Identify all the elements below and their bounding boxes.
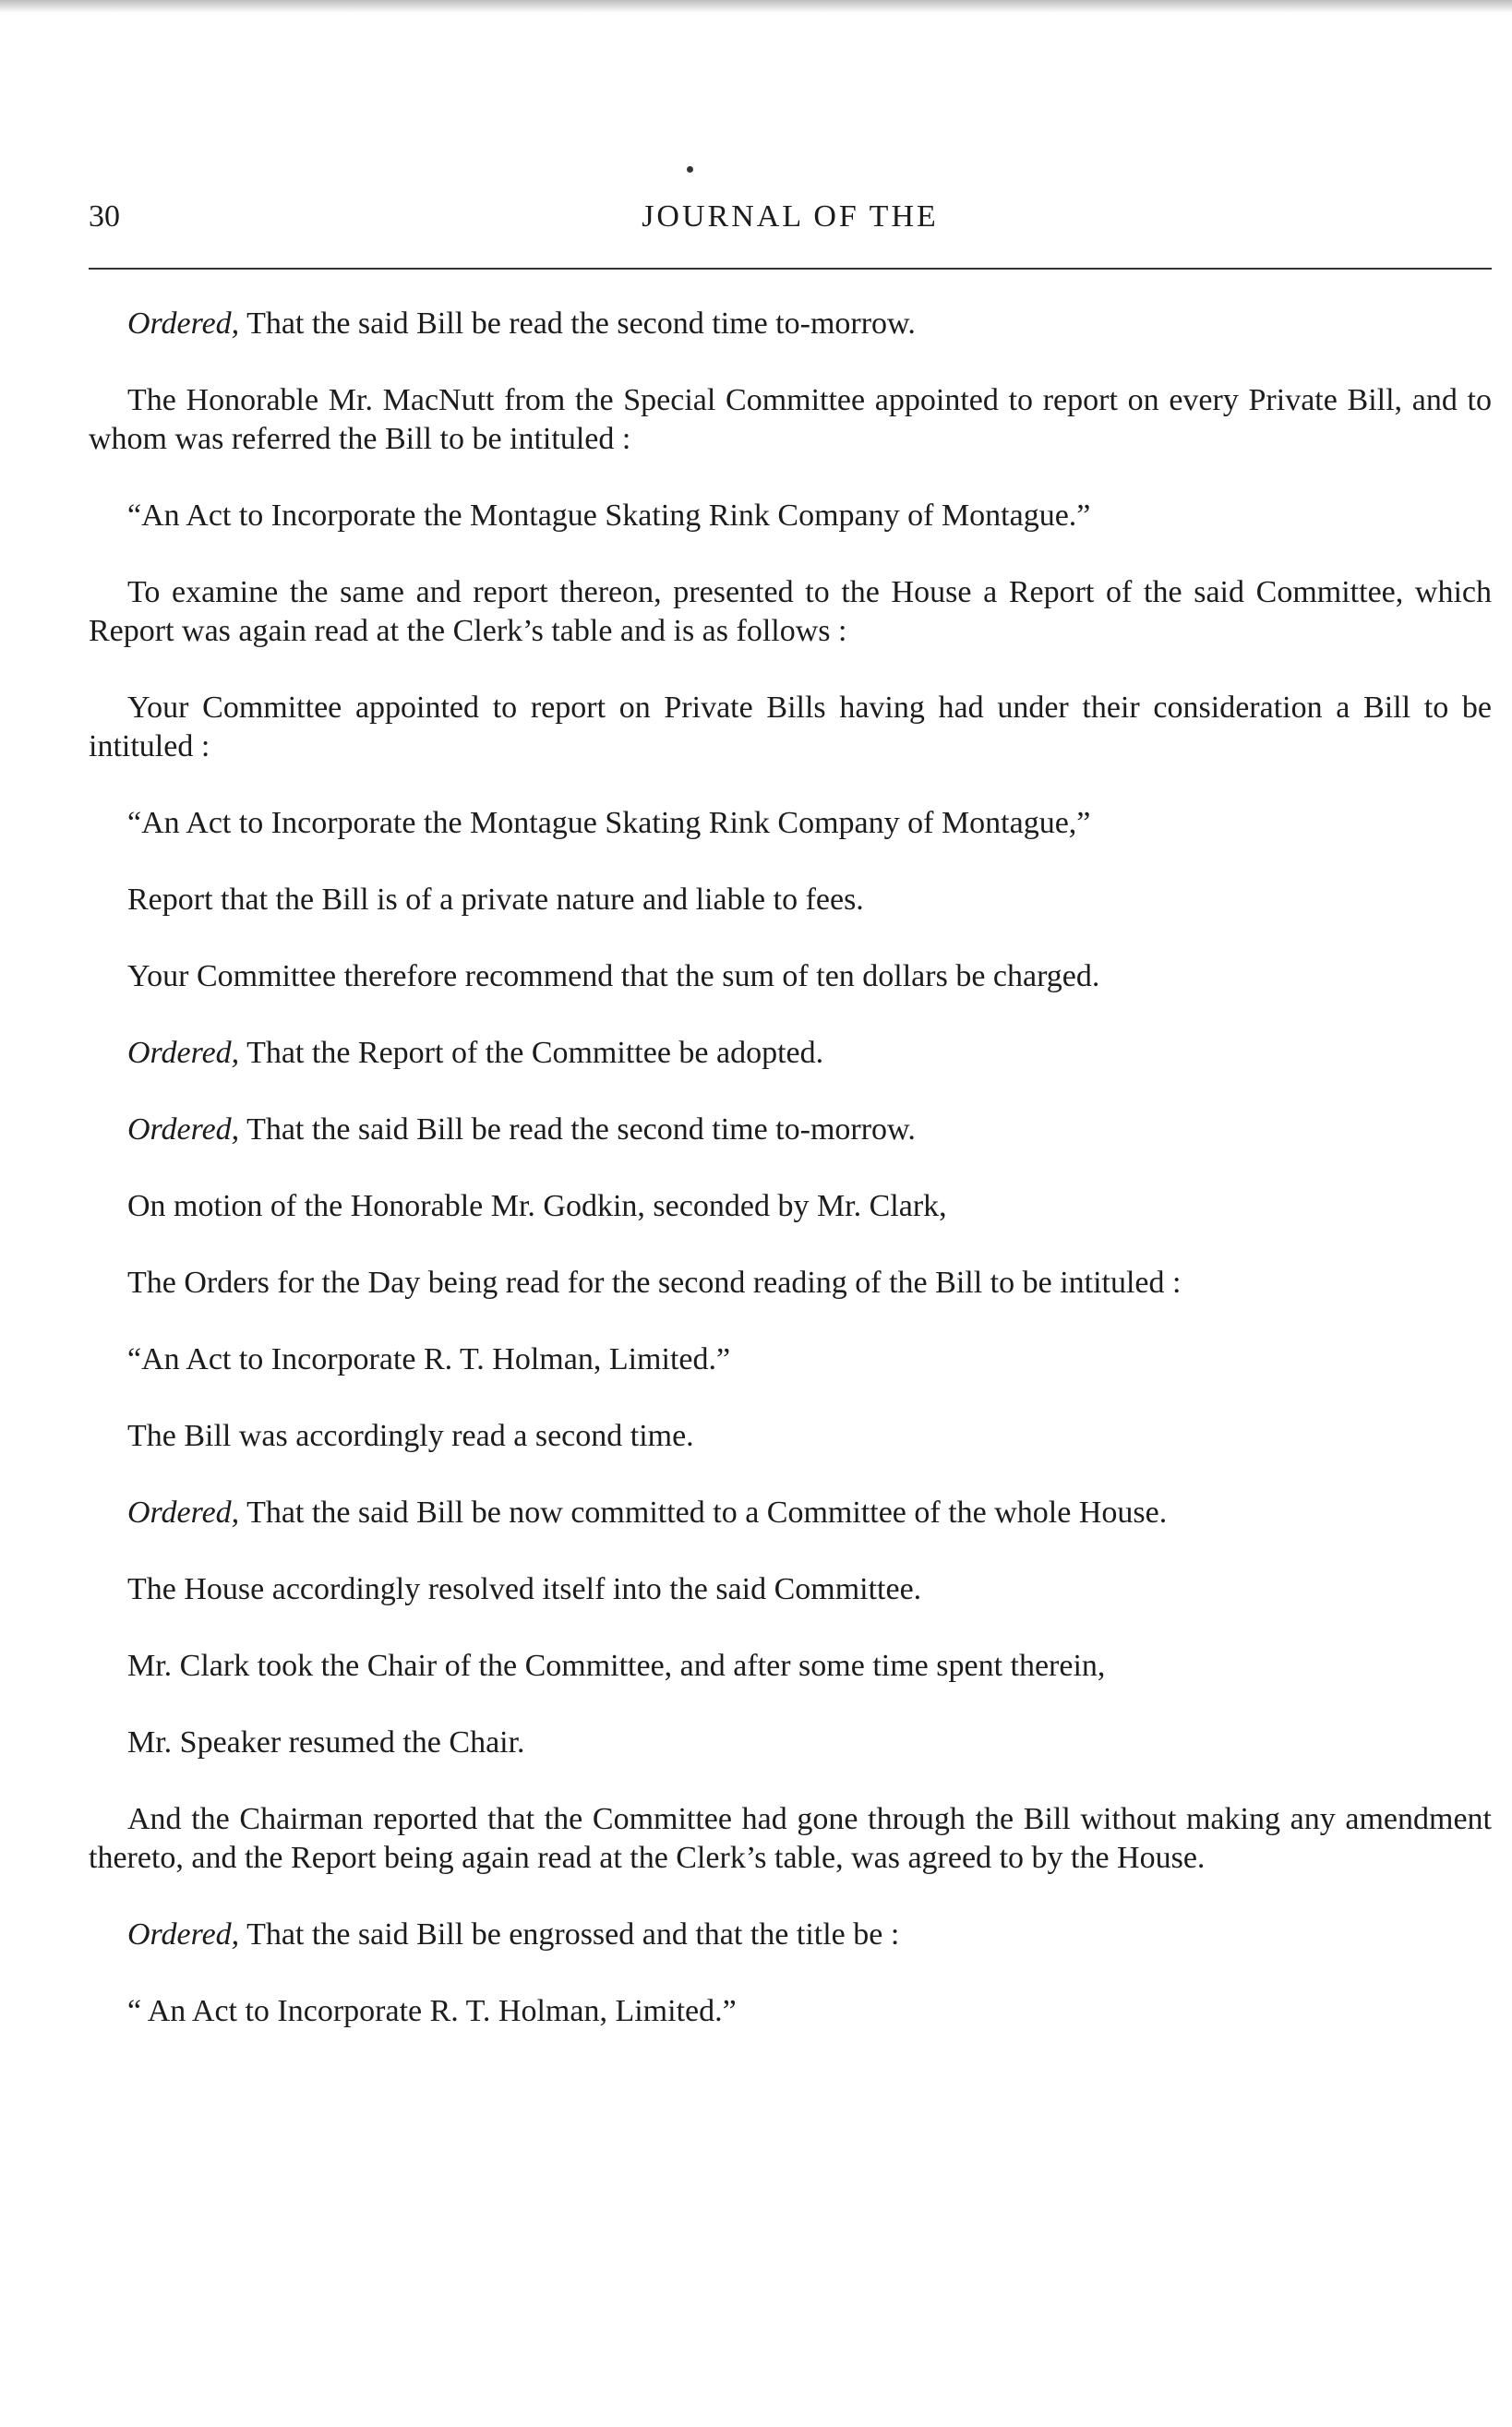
paragraph-read-second-time bbox=[89, 1417, 1492, 1456]
running-head: JOURNAL OF THE bbox=[642, 199, 939, 234]
paragraph-text: “ An Act to Incorporate R. T. Holman, Limited.” bbox=[127, 1994, 737, 2028]
paragraph-lead: Ordered, bbox=[127, 1112, 240, 1147]
paragraph-text: “An Act to Incorporate R. T. Holman, Limited.” bbox=[127, 1342, 731, 1376]
printer-mark bbox=[687, 166, 693, 173]
paragraph-report-adopted bbox=[89, 1034, 1492, 1073]
page-header bbox=[89, 199, 1492, 255]
paragraph-text: That the said Bill be read the second time to-morrow. bbox=[239, 1112, 916, 1147]
paragraph-ordered-second-reading-2 bbox=[89, 1111, 1492, 1149]
paragraph-fee-recommendation bbox=[89, 957, 1492, 996]
paragraph-house-resolved bbox=[89, 1570, 1492, 1609]
paragraph-macnutt-committee bbox=[89, 381, 1492, 459]
paragraph-lead: Ordered, bbox=[127, 1917, 240, 1952]
paragraph-bill-title-holman bbox=[89, 1340, 1492, 1379]
header-rule bbox=[89, 268, 1492, 270]
paragraph-ordered-second-reading bbox=[89, 305, 1492, 343]
paragraph-text: On motion of the Honorable Mr. Godkin, seconded by Mr. Clark, bbox=[127, 1189, 947, 1223]
paragraph-text: That the said Bill be read the second time to-morrow. bbox=[239, 306, 916, 341]
paragraph-text: To examine the same and report thereon, presented to the House a Report of the said Committee, which Report was again read at the Clerk’s table and is as follows : bbox=[89, 575, 1492, 648]
paragraph-bill-title-holman-final bbox=[89, 1992, 1492, 2031]
paragraph-text: That the said Bill be now committed to a Committee of the whole House. bbox=[239, 1496, 1168, 1530]
paragraph-chairman-reported bbox=[89, 1800, 1492, 1878]
paragraph-text: Report that the Bill is of a private nature and liable to fees. bbox=[127, 883, 864, 917]
paragraph-motion-godkin bbox=[89, 1187, 1492, 1226]
paragraph-examine-report bbox=[89, 573, 1492, 651]
paragraph-text: Your Committee therefore recommend that the sum of ten dollars be charged. bbox=[127, 959, 1100, 993]
paragraph-clark-chair bbox=[89, 1647, 1492, 1686]
paragraph-text: “An Act to Incorporate the Montague Skating Rink Company of Montague,” bbox=[127, 806, 1091, 840]
paragraph-text: That the Report of the Committee be adopted. bbox=[239, 1036, 824, 1070]
paragraph-text: Mr. Speaker resumed the Chair. bbox=[127, 1725, 525, 1760]
paragraph-text: Mr. Clark took the Chair of the Committee, and after some time spent therein, bbox=[127, 1649, 1106, 1683]
paragraph-text: Your Committee appointed to report on Private Bills having had under their consideration a Bill to be intituled : bbox=[89, 691, 1492, 763]
paragraph-bill-title-montague bbox=[89, 497, 1492, 535]
paragraph-text: The House accordingly resolved itself into the said Committee. bbox=[127, 1572, 922, 1606]
paragraph-committed-whole-house bbox=[89, 1494, 1492, 1532]
paragraph-text: And the Chairman reported that the Committee had gone through the Bill without making any amendment thereto, and the Report being again read at the Clerk’s table, was agreed to by the House. bbox=[89, 1802, 1492, 1875]
paragraph-orders-of-day bbox=[89, 1264, 1492, 1303]
page-number: 30 bbox=[89, 199, 120, 234]
scan-top-edge bbox=[0, 0, 1512, 13]
journal-body bbox=[89, 305, 1492, 2069]
paragraph-lead: Ordered, bbox=[127, 1036, 240, 1070]
paragraph-lead: Ordered, bbox=[127, 1496, 240, 1530]
paragraph-text: “An Act to Incorporate the Montague Skating Rink Company of Montague.” bbox=[127, 499, 1091, 533]
paragraph-speaker-resumed bbox=[89, 1724, 1492, 1762]
paragraph-engrossed bbox=[89, 1916, 1492, 1954]
paragraph-text: The Bill was accordingly read a second time. bbox=[127, 1419, 694, 1453]
paragraph-text: The Honorable Mr. MacNutt from the Special Committee appointed to report on every Private Bill, and to whom was referred the Bill to be intituled : bbox=[89, 383, 1492, 456]
paragraph-text: That the said Bill be engrossed and that the title be : bbox=[239, 1917, 900, 1952]
paragraph-private-nature bbox=[89, 881, 1492, 919]
paragraph-text: The Orders for the Day being read for the second reading of the Bill to be intituled : bbox=[127, 1266, 1182, 1300]
paragraph-lead: Ordered, bbox=[127, 306, 240, 341]
paragraph-committee-consideration bbox=[89, 689, 1492, 766]
paragraph-bill-title-montague-2 bbox=[89, 804, 1492, 843]
